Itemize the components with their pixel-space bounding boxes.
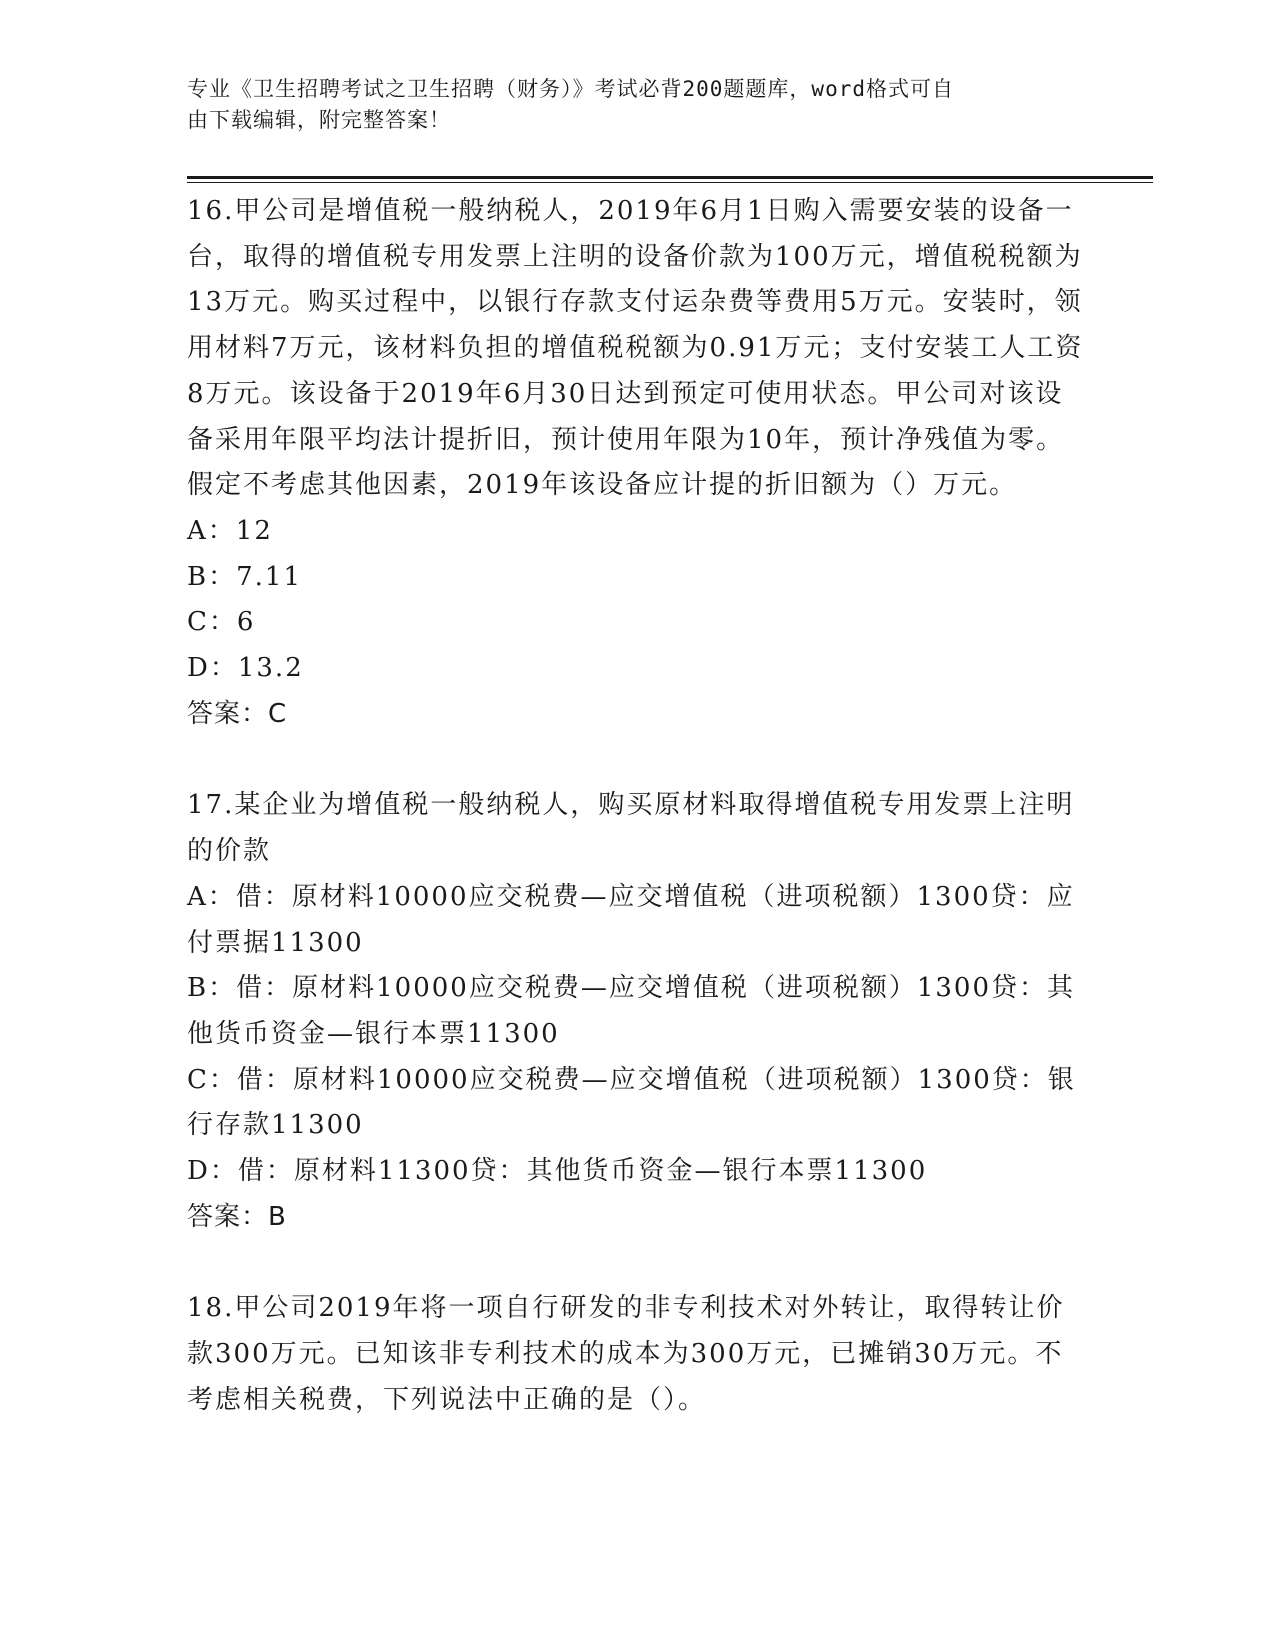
question-stem: 18.甲公司2019年将一项自行研发的非专利技术对外转让，取得转让价款300万元。已知该非专利技术的成本为300万元，已摊销30万元。不考虑相关税费，下列说法中正确的是（）。 <box>187 1293 1065 1415</box>
question-stem: 17.某企业为增值税一般纳税人，购买原材料取得增值税专用发票上注明的价款 <box>187 790 1075 867</box>
question-17 <box>187 783 1087 1240</box>
question-16 <box>187 189 1087 737</box>
header-line-1: 专业《卫生招聘考试之卫生招聘（财务）》考试必背200题题库，word格式可自 <box>187 77 954 101</box>
option-a: A：12 <box>187 515 273 546</box>
header-divider-thick <box>187 176 1153 179</box>
option-b: B：7.11 <box>187 561 302 592</box>
option-d: D：借：原材料11300贷：其他货币资金—银行本票11300 <box>187 1156 928 1187</box>
question-list <box>187 189 1087 1424</box>
question-spacer <box>187 1240 1087 1286</box>
document-header <box>187 74 1067 136</box>
header-divider-thin <box>187 182 1153 183</box>
option-b: B：借：原材料10000应交税费—应交增值税（进项税额）1300贷：其他货币资金—银行本票11300 <box>187 973 1075 1049</box>
header-line-2: 由下载编辑，附完整答案！ <box>187 108 451 132</box>
answer-text: 答案：B <box>187 1201 287 1232</box>
option-c: C：6 <box>187 607 256 638</box>
option-a: A：借：原材料10000应交税费—应交增值税（进项税额）1300贷：应付票据11300 <box>187 881 1075 958</box>
question-18 <box>187 1286 1087 1423</box>
question-spacer <box>187 737 1087 783</box>
option-d: D：13.2 <box>187 653 304 684</box>
question-stem: 16.甲公司是增值税一般纳税人，2019年6月1日购入需要安装的设备一台，取得的增值税专用发票上注明的设备价款为100万元，增值税税额为13万元。购买过程中，以银行存款支付运杂费等费用5万元。安装时，领用材料7万元，该材料负担的增值税税额为0.91万元；支付安装工人工资8万元。该设备于2019年6月30日达到预定可使用状态。甲公司对该设备采用年限平均法计提折旧，预计使用年限为10年，预计净残值为零。假定不考虑其他因素，2019年该设备应计提的折旧额为（）万元。 <box>187 196 1084 501</box>
option-c: C：借：原材料10000应交税费—应交增值税（进项税额）1300贷：银行存款11300 <box>187 1064 1076 1141</box>
answer-text: 答案：C <box>187 698 288 729</box>
